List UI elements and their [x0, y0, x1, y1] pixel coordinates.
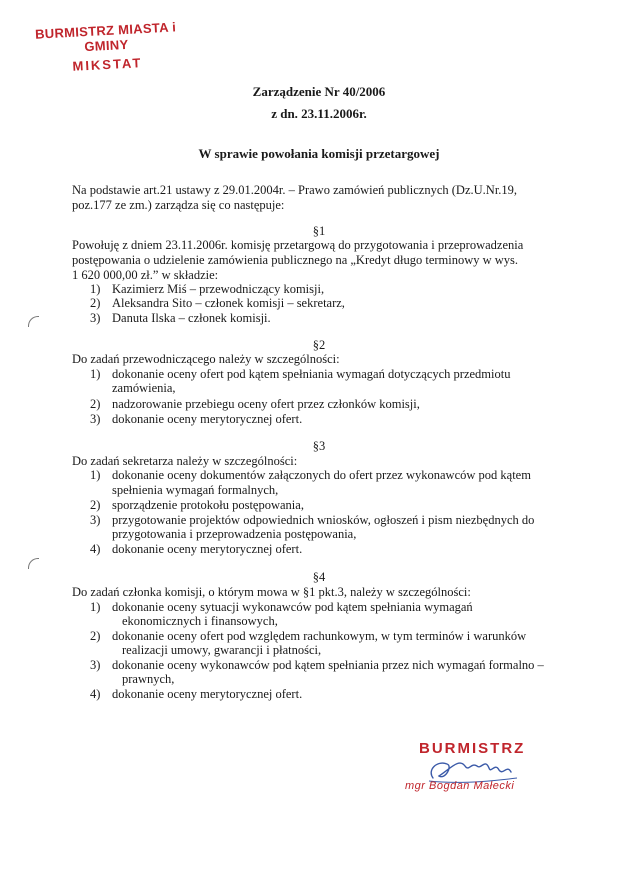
list-item-number: 3): [90, 311, 101, 325]
punch-hole-mark: [28, 558, 39, 569]
list-item-number: 1): [90, 468, 101, 482]
list-item-continuation: prawnych,: [122, 672, 175, 686]
list-item-number: 1): [90, 367, 101, 381]
list-item-number: 1): [90, 600, 101, 614]
intro-line-2: poz.177 ze zm.) zarządza się co następuje:: [72, 198, 285, 212]
s1-line-2: postępowania o udzielenie zamówienia publicznego na „Kredyt długo terminowy w wys.: [72, 253, 519, 267]
s3-intro: Do zadań sekretarza należy w szczególności:: [72, 454, 298, 468]
list-item-text: Danuta Ilska – członek komisji.: [112, 311, 271, 325]
list-item-number: 3): [90, 513, 101, 527]
list-item-number: 2): [90, 296, 101, 310]
list-item-number: 2): [90, 629, 101, 643]
s1-line-3: 1 620 000,00 zł.” w składzie:: [72, 268, 219, 282]
list-item-continuation: przygotowania i przeprowadzenia postępowania,: [112, 527, 357, 541]
document-title: Zarządzenie Nr 40/2006: [252, 84, 386, 99]
list-item-text: dokonanie oceny ofert pod względem rachunkowym, w tym terminów i warunków: [112, 629, 527, 643]
list-item-text: sporządzenie protokołu postępowania,: [112, 498, 304, 512]
list-item-number: 2): [90, 498, 101, 512]
list-item-number: 4): [90, 542, 101, 556]
stamp-line-2: MIKSTAT: [72, 55, 143, 74]
stamp-line-1: BURMISTRZ MIASTA i GMINY: [34, 19, 177, 55]
s1-line-1: Powołuję z dniem 23.11.2006r. komisję przetargową do przygotowania i przeprowadzenia: [72, 238, 524, 252]
section-3-mark: §3: [312, 439, 326, 453]
list-item-continuation: zamówienia,: [112, 381, 176, 395]
list-item-text: Kazimierz Miś – przewodniczący komisji,: [112, 282, 325, 296]
list-item-text: dokonanie oceny merytorycznej ofert.: [112, 687, 303, 701]
list-item-text: dokonanie oceny wykonawców pod kątem spełniania przez nich wymagań formalno –: [112, 658, 544, 672]
list-item-text: dokonanie oceny sytuacji wykonawców pod kątem spełniania wymagań: [112, 600, 473, 614]
list-item-continuation: spełnienia wymagań formalnych,: [112, 483, 279, 497]
s2-intro: Do zadań przewodniczącego należy w szczególności:: [72, 352, 340, 366]
list-item-number: 2): [90, 397, 101, 411]
office-stamp: [13, 18, 200, 77]
list-item-text: dokonanie oceny ofert pod kątem spełniania wymagań dotyczących przedmiotu: [112, 367, 511, 381]
list-item-number: 1): [90, 282, 101, 296]
section-2-mark: §2: [312, 338, 326, 352]
list-item-continuation: realizacji umowy, gwarancji i płatności,: [122, 643, 322, 657]
list-item-text: przygotowanie projektów odpowiednich wniosków, ogłoszeń i pism niezbędnych do: [112, 513, 535, 527]
list-item-text: dokonanie oceny merytorycznej ofert.: [112, 412, 303, 426]
signature-title: BURMISTRZ: [419, 740, 526, 757]
list-item-text: Aleksandra Sito – członek komisji – sekretarz,: [112, 296, 345, 310]
list-item-number: 4): [90, 687, 101, 701]
list-item-number: 3): [90, 658, 101, 672]
list-item-text: nadzorowanie przebiegu oceny ofert przez członków komisji,: [112, 397, 420, 411]
list-item-number: 3): [90, 412, 101, 426]
list-item-text: dokonanie oceny dokumentów załączonych do ofert przez wykonawców pod kątem: [112, 468, 531, 482]
s4-intro: Do zadań członka komisji, o którym mowa w §1 pkt.3, należy w szczególności:: [72, 585, 471, 599]
intro-line-1: Na podstawie art.21 ustawy z 29.01.2004r. – Prawo zamówień publicznych (Dz.U.Nr.19,: [72, 183, 518, 197]
signature-name: mgr Bogdan Małecki: [405, 780, 515, 792]
list-item-text: dokonanie oceny merytorycznej ofert.: [112, 542, 303, 556]
document-subject: W sprawie powołania komisji przetargowej: [198, 146, 440, 161]
section-4-mark: §4: [312, 570, 326, 584]
section-1-mark: §1: [312, 224, 326, 238]
document-date: z dn. 23.11.2006r.: [271, 106, 367, 121]
punch-hole-mark: [28, 316, 39, 327]
list-item-continuation: ekonomicznych i finansowych,: [122, 614, 278, 628]
signature-stamp: [405, 740, 605, 800]
